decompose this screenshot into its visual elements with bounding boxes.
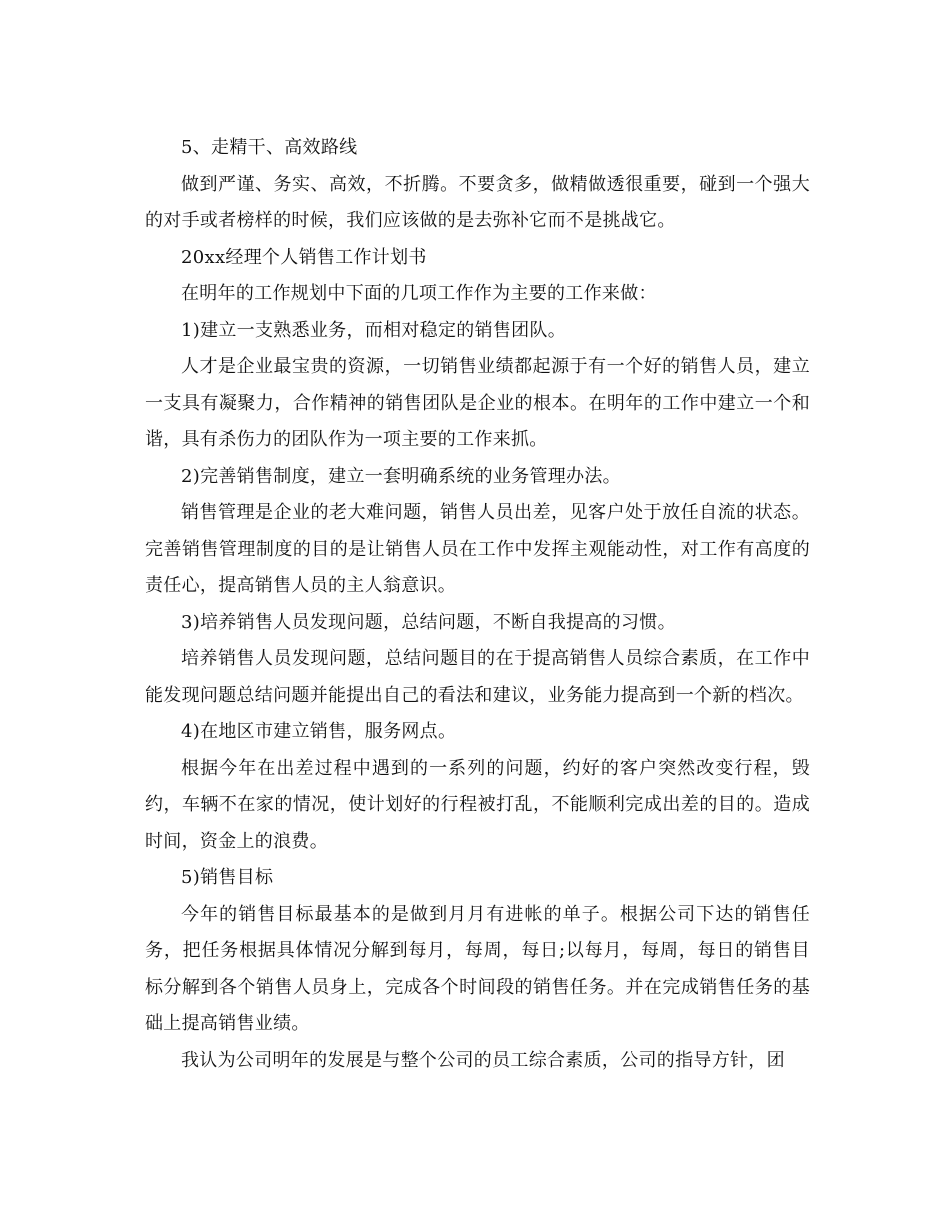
list-item-heading-2: 2)完善销售制度，建立一套明确系统的业务管理办法。 — [181, 465, 621, 487]
body-paragraph: 做到严谨、务实、高效，不折腾。不要贪多，做精做透很重要，碰到一个强大的对手或者榜样的时候，我们应该做的是去弥补它而不是挑战它。 — [145, 173, 810, 231]
body-paragraph: 我认为公司明年的发展是与整个公司的员工综合素质，公司的指导方针，团 — [181, 1049, 785, 1071]
document-body — [145, 130, 810, 1079]
intro-paragraph: 在明年的工作规划中下面的几项工作作为主要的工作来做： — [181, 283, 657, 304]
list-item-heading-3: 3)培养销售人员发现问题，总结问题，不断自我提高的习惯。 — [181, 611, 676, 633]
body-paragraph: 今年的销售目标最基本的是做到月月有进帐的单子。根据公司下达的销售任务，把任务根据具体情况分解到每月，每周，每日;以每月，每周，每日的销售目标分解到各个销售人员身上，完成各个时间段的销售任务。并在完成销售任务的基础上提高销售业绩。 — [145, 903, 810, 1034]
list-item-heading-4: 4)在地区市建立销售，服务网点。 — [181, 721, 457, 742]
body-paragraph: 根据今年在出差过程中遇到的一系列的问题，约好的客户突然改变行程，毁约，车辆不在家的情况，使计划好的行程被打乱，不能顺利完成出差的目的。造成时间，资金上的浪费。 — [145, 757, 810, 852]
body-paragraph: 人才是企业最宝贵的资源，一切销售业绩都起源于有一个好的销售人员，建立一支具有凝聚力，合作精神的销售团队是企业的根本。在明年的工作中建立一个和谐，具有杀伤力的团队作为一项主要的工作来抓。 — [145, 356, 810, 450]
list-item-heading-5: 5)销售目标 — [181, 867, 274, 888]
document-title: 20xx经理个人销售工作计划书 — [181, 246, 427, 268]
list-item-heading-1: 1)建立一支熟悉业务，而相对稳定的销售团队。 — [181, 319, 567, 341]
body-paragraph: 培养销售人员发现问题，总结问题目的在于提高销售人员综合素质，在工作中能发现问题总结问题并能提出自己的看法和建议，业务能力提高到一个新的档次。 — [145, 648, 810, 706]
body-paragraph: 销售管理是企业的老大难问题，销售人员出差，见客户处于放任自流的状态。完善销售管理制度的目的是让销售人员在工作中发挥主观能动性，对工作有高度的责任心，提高销售人员的主人翁意识。 — [145, 502, 810, 596]
section-heading-5: 5、走精干、高效路线 — [181, 137, 358, 158]
